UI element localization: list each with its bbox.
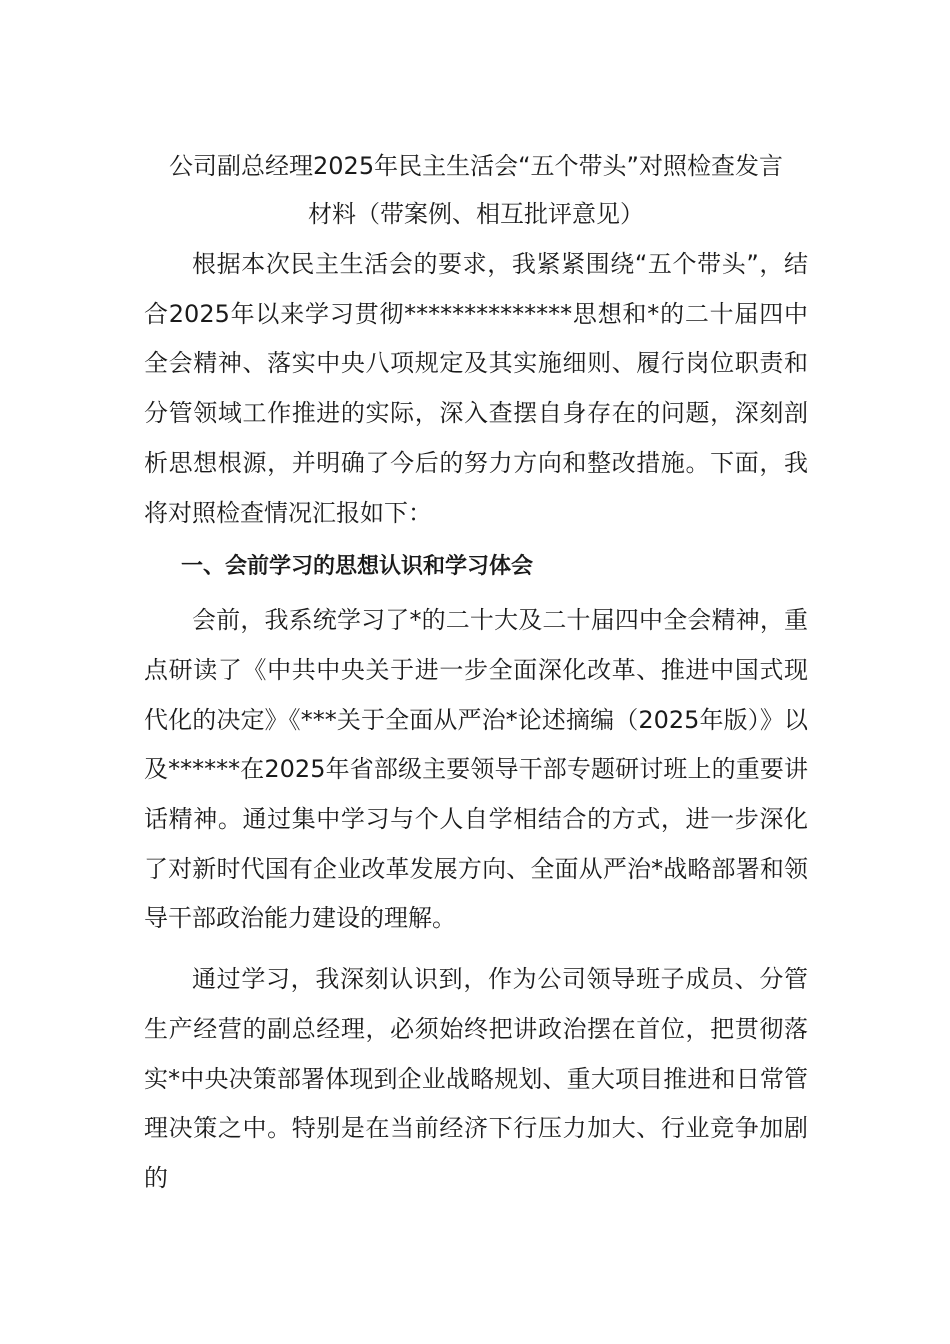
spacer	[144, 944, 808, 955]
section-1-heading: 一、会前学习的思想认识和学习体会	[181, 554, 534, 580]
document-title-line-2: 材料（带案例、相互批评意见）	[308, 200, 644, 228]
section-1-paragraph-2: 通过学习，我深刻认识到，作为公司领导班子成员、分管生产经营的副总经理，必须始终把讲政治摆在首位，把贯彻落实*中央决策部署体现到企业战略规划、重大项目推进和日常管理决策之中。特别是在当前经济下行压力加大、行业竞争加剧的	[144, 965, 808, 1192]
document-body	[144, 142, 808, 1204]
section-1-paragraph-1: 会前，我系统学习了*的二十大及二十届四中全会精神，重点研读了《中共中央关于进一步全面深化改革、推进中国式现代化的决定》《***关于全面从严治*论述摘编（2025年版）》以及******在2025年省部级主要领导干部专题研讨班上的重要讲话精神。通过集中学习与个人自学相结合的方式，进一步深化了对新时代国有企业改革发展方向、全面从严治*战略部署和领导干部政治能力建设的理解。	[144, 606, 808, 933]
document-title-line-1: 公司副总经理2025年民主生活会“五个带头”对照检查发言	[169, 152, 783, 180]
intro-paragraph: 根据本次民主生活会的要求，我紧紧围绕“五个带头”，结合2025年以来学习贯彻**************思想和*的二十届四中全会精神、落实中央八项规定及其实施细则、履行岗位职责和分管领域工作推进的实际，深入查摆自身存在的问题，深刻剖析思想根源，并明确了今后的努力方向和整改措施。下面，我将对照检查情况汇报如下：	[144, 250, 808, 527]
